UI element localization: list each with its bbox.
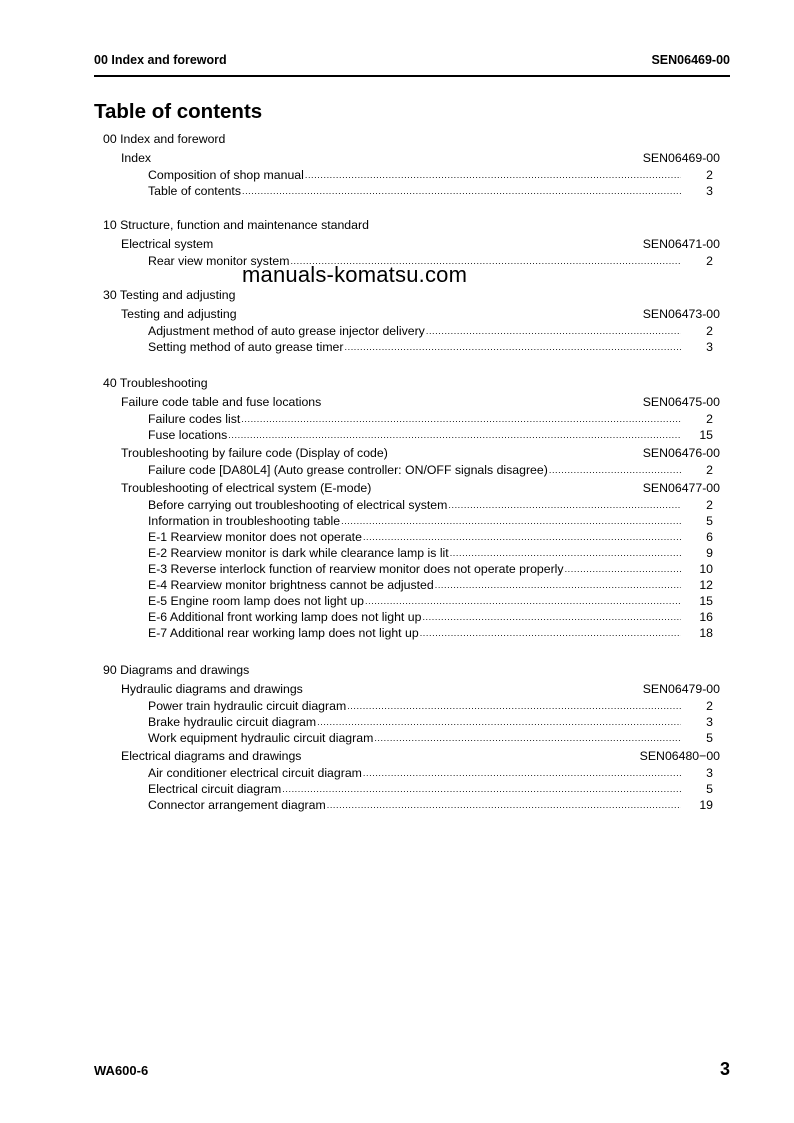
toc-section-code: SEN06473-00 xyxy=(642,307,720,321)
toc-entry[interactable] xyxy=(94,462,714,478)
toc-section xyxy=(94,445,720,462)
toc-entry[interactable] xyxy=(94,577,714,593)
table-of-contents xyxy=(94,131,720,813)
toc-entry-title: E-2 Rearview monitor is dark while clearance lamp is lit xyxy=(148,546,449,560)
header-chapter: 00 Index and foreword xyxy=(94,53,227,67)
toc-section xyxy=(94,480,720,497)
toc-entry-title: Information in troubleshooting table xyxy=(148,514,341,528)
toc-section-title: Failure code table and fuse locations xyxy=(121,395,322,409)
toc-entry-title: E-7 Additional rear working lamp does not light up xyxy=(148,626,419,640)
toc-entry-title: E-4 Rearview monitor brightness cannot be adjusted xyxy=(148,578,434,592)
toc-section xyxy=(94,394,720,411)
leader-dots xyxy=(282,781,681,797)
toc-entry-title: Brake hydraulic circuit diagram xyxy=(148,715,317,729)
toc-entry-title: Failure codes list xyxy=(148,412,241,426)
toc-entry-page: 12 xyxy=(699,578,713,592)
toc-entry-title: Rear view monitor system xyxy=(148,254,290,268)
toc-section-title: Troubleshooting by failure code (Display of code) xyxy=(121,446,388,460)
toc-entry[interactable] xyxy=(94,561,714,577)
toc-chapter: 30 Testing and adjusting xyxy=(103,288,236,302)
toc-section-code: SEN06479-00 xyxy=(642,682,720,696)
leader-dots xyxy=(327,797,681,813)
toc-entry-page: 2 xyxy=(706,412,713,426)
toc-entry-page: 3 xyxy=(706,340,713,354)
toc-entry[interactable] xyxy=(94,529,714,545)
toc-entry-page: 3 xyxy=(706,184,713,198)
toc-entry-page: 2 xyxy=(706,324,713,338)
toc-chapter: 10 Structure, function and maintenance standard xyxy=(103,218,369,232)
toc-section xyxy=(94,236,720,253)
toc-entry[interactable] xyxy=(94,797,714,813)
toc-entry[interactable] xyxy=(94,698,714,714)
toc-section-code: SEN06476-00 xyxy=(642,446,720,460)
toc-entry-title: Fuse locations xyxy=(148,428,228,442)
toc-section-code: SEN06471-00 xyxy=(642,237,720,251)
toc-section-title: Electrical diagrams and drawings xyxy=(121,749,302,763)
toc-entry-title: E-1 Rearview monitor does not operate xyxy=(148,530,362,544)
leader-dots xyxy=(420,625,681,641)
toc-entry-page: 5 xyxy=(706,731,713,745)
leader-dots xyxy=(549,462,681,478)
toc-entry[interactable] xyxy=(94,625,714,641)
toc-entry-title: Setting method of auto grease timer xyxy=(148,340,344,354)
leader-dots xyxy=(374,730,681,746)
toc-section-title: Testing and adjusting xyxy=(121,307,237,321)
leader-dots xyxy=(228,427,681,443)
toc-entry-page: 2 xyxy=(706,168,713,182)
toc-entry-title: Power train hydraulic circuit diagram xyxy=(148,699,347,713)
leader-dots xyxy=(341,513,681,529)
toc-entry-title: E-3 Reverse interlock function of rearview monitor does not operate properly xyxy=(148,562,564,576)
toc-entry[interactable] xyxy=(94,183,714,199)
toc-entry[interactable] xyxy=(94,593,714,609)
toc-entry-title: E-6 Additional front working lamp does not light up xyxy=(148,610,422,624)
leader-dots xyxy=(305,167,681,183)
toc-chapter: 00 Index and foreword xyxy=(103,132,226,146)
page-header xyxy=(94,53,730,75)
toc-section xyxy=(94,306,720,323)
toc-entry-page: 9 xyxy=(706,546,713,560)
toc-entry-title: Electrical circuit diagram xyxy=(148,782,282,796)
toc-entry-page: 5 xyxy=(706,782,713,796)
toc-section-code: SEN06480−00 xyxy=(639,749,720,763)
toc-entry-page: 15 xyxy=(699,594,713,608)
toc-entry[interactable] xyxy=(94,714,714,730)
toc-section xyxy=(94,748,720,765)
leader-dots xyxy=(435,577,681,593)
leader-dots xyxy=(450,545,681,561)
toc-section xyxy=(94,150,720,167)
toc-entry-page: 3 xyxy=(706,715,713,729)
toc-entry-page: 5 xyxy=(706,514,713,528)
leader-dots xyxy=(241,411,681,427)
toc-entry-title: Work equipment hydraulic circuit diagram xyxy=(148,731,374,745)
toc-entry[interactable] xyxy=(94,427,714,443)
toc-entry[interactable] xyxy=(94,323,714,339)
footer-page-number: 3 xyxy=(719,1059,730,1079)
toc-section-title: Troubleshooting of electrical system (E-mode) xyxy=(121,481,372,495)
toc-entry[interactable] xyxy=(94,765,714,781)
toc-entry-title: Failure code [DA80L4] (Auto grease controller: ON/OFF signals disagree) xyxy=(148,463,548,477)
toc-entry-title: Connector arrangement diagram xyxy=(148,798,326,812)
toc-entry[interactable] xyxy=(94,497,714,513)
toc-entry[interactable] xyxy=(94,609,714,625)
leader-dots xyxy=(363,765,681,781)
page-title: Table of contents xyxy=(94,100,263,123)
toc-entry-page: 2 xyxy=(706,463,713,477)
toc-entry-page: 15 xyxy=(699,428,713,442)
toc-entry-title: Before carrying out troubleshooting of electrical system xyxy=(148,498,448,512)
leader-dots xyxy=(363,529,681,545)
header-divider xyxy=(94,75,730,77)
toc-entry-page: 3 xyxy=(706,766,713,780)
watermark: manuals-komatsu.com xyxy=(242,262,468,287)
leader-dots xyxy=(345,339,682,355)
toc-entry[interactable] xyxy=(94,513,714,529)
toc-section-title: Index xyxy=(121,151,152,165)
toc-entry[interactable] xyxy=(94,545,714,561)
toc-entry[interactable] xyxy=(94,781,714,797)
toc-entry-title: Composition of shop manual xyxy=(148,168,304,182)
toc-entry-page: 2 xyxy=(706,699,713,713)
toc-section-title: Hydraulic diagrams and drawings xyxy=(121,682,303,696)
toc-entry-page: 6 xyxy=(706,530,713,544)
toc-entry-page: 19 xyxy=(699,798,713,812)
leader-dots xyxy=(347,698,681,714)
leader-dots xyxy=(365,593,681,609)
leader-dots xyxy=(448,497,681,513)
toc-entry[interactable] xyxy=(94,411,714,427)
toc-section-title: Electrical system xyxy=(121,237,214,251)
toc-entry-page: 10 xyxy=(699,562,713,576)
toc-chapter: 90 Diagrams and drawings xyxy=(103,663,250,677)
toc-entry[interactable] xyxy=(94,339,714,355)
leader-dots xyxy=(242,183,681,199)
toc-chapter: 40 Troubleshooting xyxy=(103,376,208,390)
leader-dots xyxy=(422,609,681,625)
toc-entry-page: 2 xyxy=(706,254,713,268)
toc-entry-page: 16 xyxy=(699,610,713,624)
toc-section xyxy=(94,681,720,698)
toc-entry-page: 2 xyxy=(706,498,713,512)
leader-dots xyxy=(426,323,681,339)
toc-entry-title: Table of contents xyxy=(148,184,241,198)
toc-entry-title: E-5 Engine room lamp does not light up xyxy=(148,594,365,608)
footer-model: WA600-6 xyxy=(94,1063,149,1078)
toc-entry-title: Adjustment method of auto grease injector delivery xyxy=(148,324,425,338)
toc-entry-page: 18 xyxy=(699,626,713,640)
header-doc-code: SEN06469-00 xyxy=(651,53,730,67)
leader-dots xyxy=(317,714,681,730)
toc-section-code: SEN06469-00 xyxy=(642,151,720,165)
toc-section-code: SEN06477-00 xyxy=(642,481,720,495)
toc-entry[interactable] xyxy=(94,167,714,183)
toc-entry[interactable] xyxy=(94,730,714,746)
toc-entry-title: Air conditioner electrical circuit diagram xyxy=(148,766,362,780)
toc-section-code: SEN06475-00 xyxy=(642,395,720,409)
leader-dots xyxy=(565,561,681,577)
